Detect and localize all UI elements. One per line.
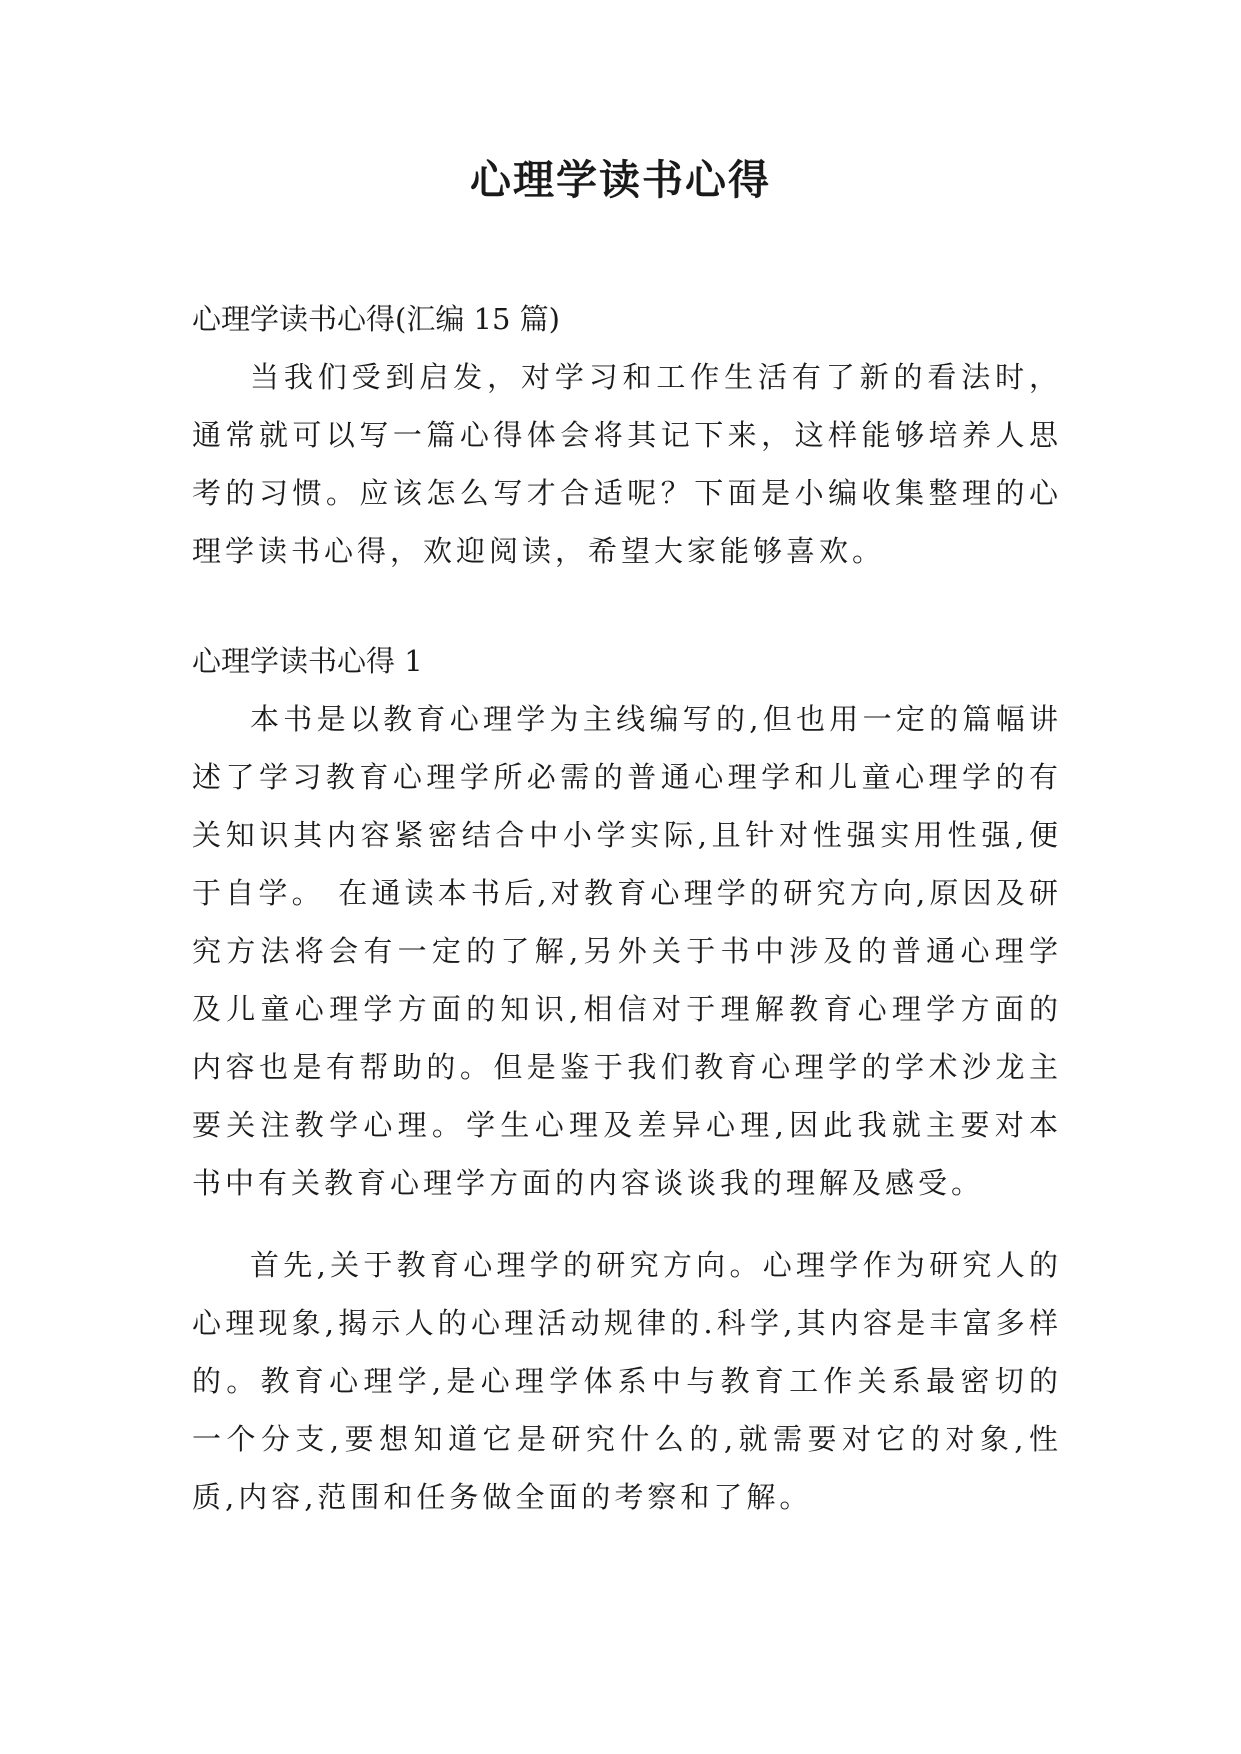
document-body [192,290,1062,1526]
document-subtitle: 心理学读书心得(汇编 15 篇) [192,302,560,336]
section-paragraph-2: 首先,关于教育心理学的研究方向。心理学作为研究人的心理现象,揭示人的心理活动规律的.科学,其内容是丰富多样的。教育心理学,是心理学体系中与教育工作关系最密切的一个分支,要想知道它是研究什么的,就需要对它的对象,性质,内容,范围和任务做全面的考察和了解。 [192,1248,1062,1514]
paragraph-spacer [192,1212,1062,1236]
document-title: 心理学读书心得 [470,156,771,204]
intro-paragraph: 当我们受到启发，对学习和工作生活有了新的看法时，通常就可以写一篇心得体会将其记下来，这样能够培养人思考的习惯。应该怎么写才合适呢？下面是小编收集整理的心理学读书心得，欢迎阅读，希望大家能够喜欢。 [192,360,1062,568]
section-paragraph-1: 本书是以教育心理学为主线编写的,但也用一定的篇幅讲述了学习教育心理学所必需的普通心理学和儿童心理学的有关知识其内容紧密结合中小学实际,且针对性强实用性强,便于自学。 在通读本书后,对教育心理学的研究方向,原因及研究方法将会有一定的了解,另外关于书中涉及的普通心理学及儿童心理学方面的知识,相信对于理解教育心理学方面的内容也是有帮助的。但是鉴于我们教育心理学的学术沙龙主要关注教学心理。学生心理及差异心理,因此我就主要对本书中有关教育心理学方面的内容谈谈我的理解及感受。 [192,702,1062,1200]
section-spacer [192,580,1062,632]
section-heading: 心理学读书心得 1 [192,644,423,678]
